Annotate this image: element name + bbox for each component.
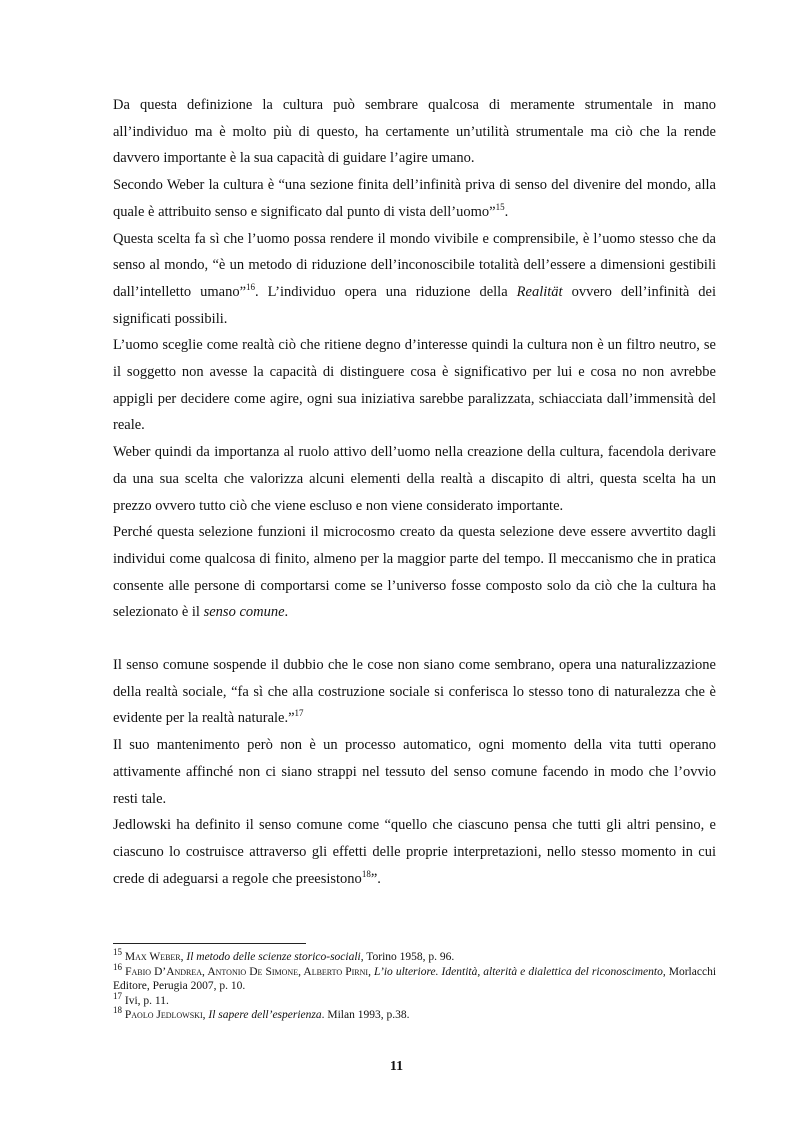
paragraph-6: Perché questa selezione funzioni il microcosmo creato da questa selezione deve essere avvertito dagli individui come qualcosa di finito, almeno per la maggior parte del tempo. Il meccanismo che in pratica consente alle persone di comportarsi come se l’universo fosse composto solo da ciò che la cultura ha selezionato è il senso comune. (113, 524, 716, 621)
footnote-title: Il sapere dell’esperienza (208, 1009, 322, 1022)
italic-term: Realität (516, 283, 563, 300)
footnote-author: Paolo Jedlowski (124, 1009, 203, 1022)
paragraph-5: Weber quindi da importanza al ruolo attivo dell’uomo nella creazione della cultura, facendola derivare da una sua scelta che valorizza alcuni elementi della realtà a discapito di altri, questa scelta ha un prezzo ovvero tutto ciò che viene escluso e non viene considerato importante. (113, 444, 716, 514)
paragraph-9: Jedlowski ha definito il senso comune come “quello che ciascuno pensa che tutti gli altri pensino, e ciascuno lo costruisce attraverso gli effetti delle proprie interpretazioni, nello stesso momento in cui crede di adeguarsi a regole che preesistono$^{18}$”. (113, 817, 716, 887)
footnote-title: L’io ulteriore. Identità, alterità e dialettica del riconoscimento (374, 965, 663, 978)
paragraph-3: Questa scelta fa sì che l’uomo possa rendere il mondo vivibile e comprensibile, è l’uomo stesso che da senso al mondo, “è un metodo di riduzione dell’inconoscibile totalità dell’essere a dimensioni gestibili dall’intelletto umano”$^{16}$. L’individuo opera una riduzione della Realität ovvero dell’infinità dei significati possibili. (113, 230, 717, 327)
footnote-15: $^{15}$ Max Weber, Il metodo delle scienze storico-sociali, Torino 1958, p. 96. (113, 947, 455, 963)
paragraph-2: Secondo Weber la cultura è “una sezione finita dell’infinità priva di senso del divenire del mondo, alla quale è attribuito senso e significato dal punto di vista dell’uomo”$^{15}$. (113, 177, 716, 220)
footnote-16: $^{16}$ Fabio D’Andrea, Antonio De Simone, Alberto Pirni, L’io ulteriore. Identità, alterità e dialettica del riconoscimento, Morlacchi Editore, Perugia 2007, p. 10. (113, 961, 717, 993)
footnote-title: Il metodo delle scienze storico-sociali (186, 951, 361, 963)
footnote-ref-15: 15 (495, 201, 505, 212)
footnote-ref-18: 18 (361, 868, 371, 879)
body-text (113, 92, 716, 892)
footnotes (113, 947, 717, 1023)
footnote-separator (113, 943, 306, 944)
footnote-18: $^{18}$ Paolo Jedlowski, Il sapere dell’esperienza. Milan 1993, p.38. (113, 1005, 410, 1022)
italic-term: senso comune (203, 604, 285, 621)
footnote-author: Max Weber (124, 951, 181, 963)
page-number: 11 (389, 1059, 404, 1074)
footnote-17: $^{17}$ Ivi, p. 11. (113, 990, 169, 1007)
paragraph-1: Da questa definizione la cultura può sembrare qualcosa di meramente strumentale in mano all’individuo ma è molto più di questo, ha certamente un’utilità strumentale ma ciò che la rende davvero importante è la sua capacità di guidare l’agire umano. (113, 97, 716, 167)
footnote-ref-17: 17 (294, 708, 304, 719)
paragraph-4: L’uomo sceglie come realtà ciò che ritiene degno d’interesse quindi la cultura non è un filtro neutro, se il soggetto non avesse la capacità di distinguere cosa è significativo per lui e cosa no non avrebbe appigli per decidere come agire, ogni sua iniziativa sarebbe paralizzata, schiacciata dall’immensità del reale. (113, 337, 716, 434)
footnote-ref-16: 16 (246, 282, 256, 293)
paragraph-8: Il suo mantenimento però non è un processo automatico, ogni momento della vita tutti operano attivamente affinché non ci siano strappi nel tessuto del senso comune facendo in modo che l’ovvio resti tale. (113, 737, 716, 807)
footnote-author: Fabio D’Andrea, Antonio De Simone, Alberto Pirni (125, 965, 369, 978)
paragraph-7: Il senso comune sospende il dubbio che le cose non siano come sembrano, opera una naturalizzazione della realtà sociale, “fa sì che alla costruzione sociale si conferisca lo stesso tono di naturalezza che è evidente per la realtà naturale.”$^{17}$ (113, 657, 716, 727)
paragraph-gap (113, 626, 716, 652)
